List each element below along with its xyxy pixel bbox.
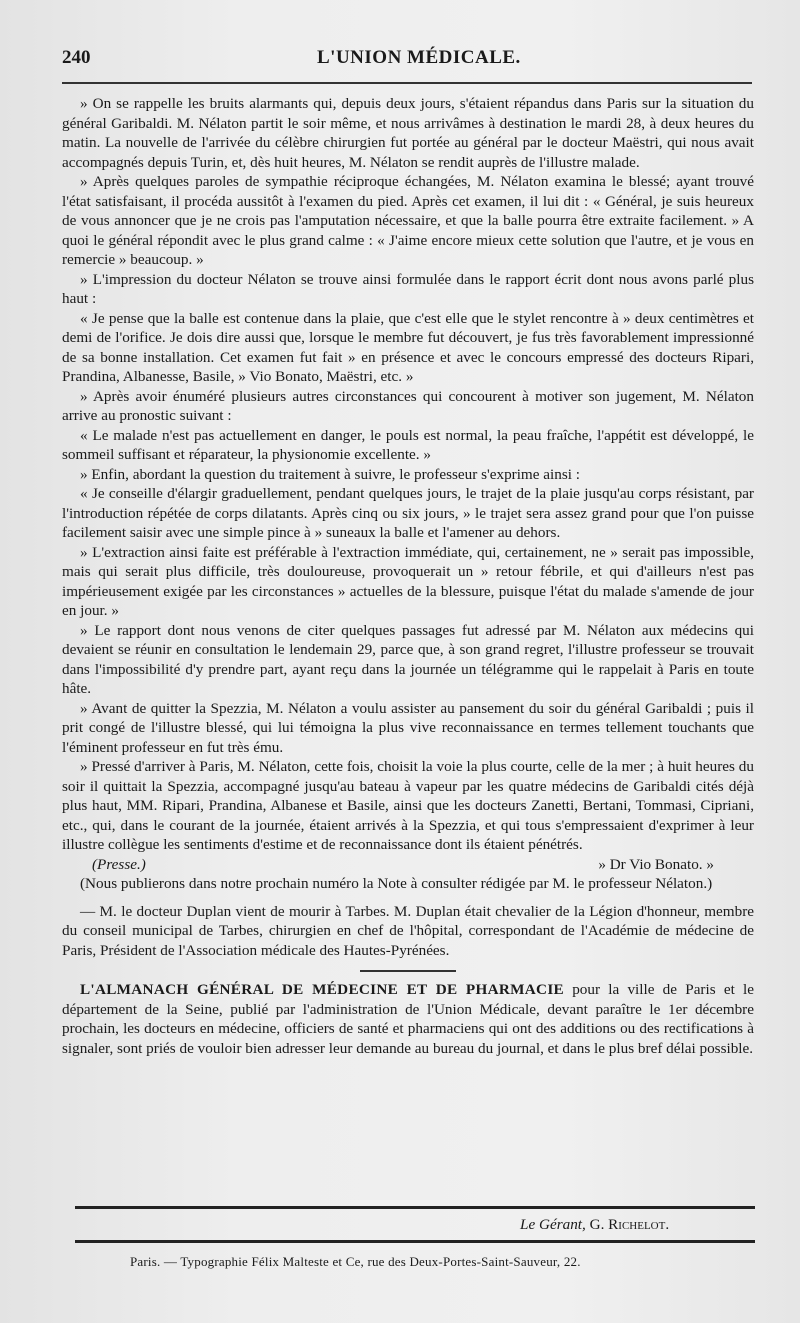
- footer-rule-lower: [75, 1240, 755, 1243]
- almanach-notice: [62, 980, 754, 1058]
- obituary-paragraph: — M. le docteur Duplan vient de mourir à Tarbes. M. Duplan était chevalier de la Légion d'honneur, membre du conseil municipal de Tarbes, chirurgien en chef de l'hôpital, correspondant de l'Académie de médecine de Paris, Président de l'Association médicale des Hautes-Pyrénées.: [62, 902, 754, 959]
- quote-paragraph: » L'extraction ainsi faite est préférable à l'extraction immédiate, qui, certainement, ne » serait pas impossible, mais qui serait plus difficile, très douloureuse, provoquerait un » retour fébrile, et qui d'ailleurs n'est pas impérieusement exigée par les circonstances » actuelles de la blessure, puisque l'état du malade s'amende de jour en jour. »: [62, 543, 754, 619]
- article-body: [62, 94, 754, 1058]
- gerant-label: Le Gérant,: [520, 1216, 586, 1233]
- running-title: L'UNION MÉDICALE.: [317, 47, 521, 68]
- almanach-text: pour la ville de Paris et le département de la Seine, publié par l'administration de l'Union Médicale, devant paraître le 1er décembre prochain, les docteurs en médecine, officiers de santé et pharmaciens qui ont des additions ou des rectifications à signaler, sont priés de vouloir bien adresser leur demande au bureau du journal, et dans le plus bref délai possible.: [62, 981, 754, 1057]
- quote-paragraph: « Le malade n'est pas actuellement en danger, le pouls est normal, la peau fraîche, l'appétit est développé, le sommeil suffisant et réparateur, la physionomie excellente. »: [62, 426, 754, 463]
- paragraph: » Après quelques paroles de sympathie réciproque échangées, M. Nélaton examina le blessé; ayant trouvé l'état satisfaisant, il procéda aussitôt à l'examen du pied. Après cet examen, il lui dit : « Général, je suis heureux de vous annoncer que je ne crois pas l'amputation nécessaire, et que la balle pourra être extraite facilement. » A quoi le général répondit avec le plus grand calme : « J'aime encore mieux cette solution que l'autre, et je vous en remercie » beaucoup. »: [62, 173, 754, 268]
- paragraph: » Le rapport dont nous venons de citer quelques passages fut adressé par M. Nélaton aux médecins qui devaient se réunir en consultation le lendemain 29, parce que, à son grand regret, l'illustre professeur se trouvait dans l'impossibilité d'y prendre part, ayant reçu dans la journée un télégramme qui le rappelait à Paris en toute hâte.: [62, 621, 754, 697]
- quote-paragraph: « Je pense que la balle est contenue dans la plaie, que c'est elle que le stylet rencontre à » deux centimètres et demi de l'orifice. Je dois dire aussi que, lorsque le membre fut découvert, je fus très favorablement impressionné de sa bonne installation. Cet examen fut fait » en présence et avec le concours empressé des docteurs Ripari, Prandina, Albanesse, Basile, » Vio Bonato, Maëstri, etc. »: [62, 309, 754, 385]
- paragraph: » Après avoir énuméré plusieurs autres circonstances qui concourent à motiver son jugement, M. Nélaton arrive au pronostic suivant :: [62, 387, 754, 424]
- header-rule: [62, 82, 752, 84]
- almanach-title: L'ALMANACH GÉNÉRAL DE MÉDECINE ET DE PHARMACIE: [80, 981, 564, 998]
- paragraph: » L'impression du docteur Nélaton se trouve ainsi formulée dans le rapport écrit dont nous avons parlé plus haut :: [62, 270, 754, 307]
- editor-note: (Nous publierons dans notre prochain numéro la Note à consulter rédigée par M. le professeur Nélaton.): [80, 875, 713, 892]
- paragraph: » On se rappelle les bruits alarmants qui, depuis deux jours, s'étaient répandus dans Paris sur la situation du général Garibaldi. M. Nélaton partit le soir même, et nous arrivâmes à destination le mardi 28, à deux heures du matin. La nouvelle de l'arrivée du célèbre chirurgien fut portée au général par le docteur Maëstri, qui nous avait accompagnés depuis Turin, et, dès huit heures, M. Nélaton se rendit auprès de l'illustre malade.: [62, 95, 754, 171]
- paragraph: » Avant de quitter la Spezzia, M. Nélaton a voulu assister au pansement du soir du général Garibaldi ; puis il prit congé de l'illustre blessé, qui lui témoigna la plus vive reconnaissance en termes tellement touchants que l'éminent professeur en fut très ému.: [62, 699, 754, 756]
- gerant-line: [520, 1216, 669, 1234]
- footer-rule-upper: [75, 1206, 755, 1209]
- quote-paragraph: « Je conseille d'élargir graduellement, pendant quelques jours, le trajet de la plaie jusqu'au corps résistant, par l'introduction répétée de corps dilatants. Après cinq ou six jours, » le trajet sera assez grand pour que l'on puisse facilement saisir avec une simple pince à » suneaux la balle et l'amener au dehors.: [62, 485, 754, 541]
- signature-source: (Presse.): [92, 855, 146, 873]
- signature-line: [62, 855, 754, 875]
- signature-author: » Dr Vio Bonato. »: [598, 855, 714, 873]
- printer-imprint: Paris. — Typographie Félix Malteste et Ce, rue des Deux-Portes-Saint-Sauveur, 22.: [130, 1254, 581, 1269]
- section-separator: [360, 970, 456, 972]
- paragraph: » Enfin, abordant la question du traitement à suivre, le professeur s'exprime ainsi :: [80, 465, 580, 483]
- page-number: 240: [62, 47, 91, 68]
- gerant-name: G. Richelot.: [589, 1216, 670, 1233]
- page-header: [62, 47, 752, 75]
- paragraph: » Pressé d'arriver à Paris, M. Nélaton, cette fois, choisit la voie la plus courte, celle de la mer ; à huit heures du soir il quittait la Spezzia, accompagné jusqu'au bateau à vapeur par les quatre médecins de Garibaldi cités déjà plus haut, MM. Ripari, Prandina, Albanese et Basile, ainsi que les docteurs Zanetti, Bertani, Tommasi, Cipriani, etc., qui, dans le courant de la journée, étaient arrivés à la Spezzia, et qui tous s'empressaient d'exprimer à leur illustre collègue les sentiments d'estime et de reconnaissance dont ils étaient pénétrés.: [62, 758, 754, 853]
